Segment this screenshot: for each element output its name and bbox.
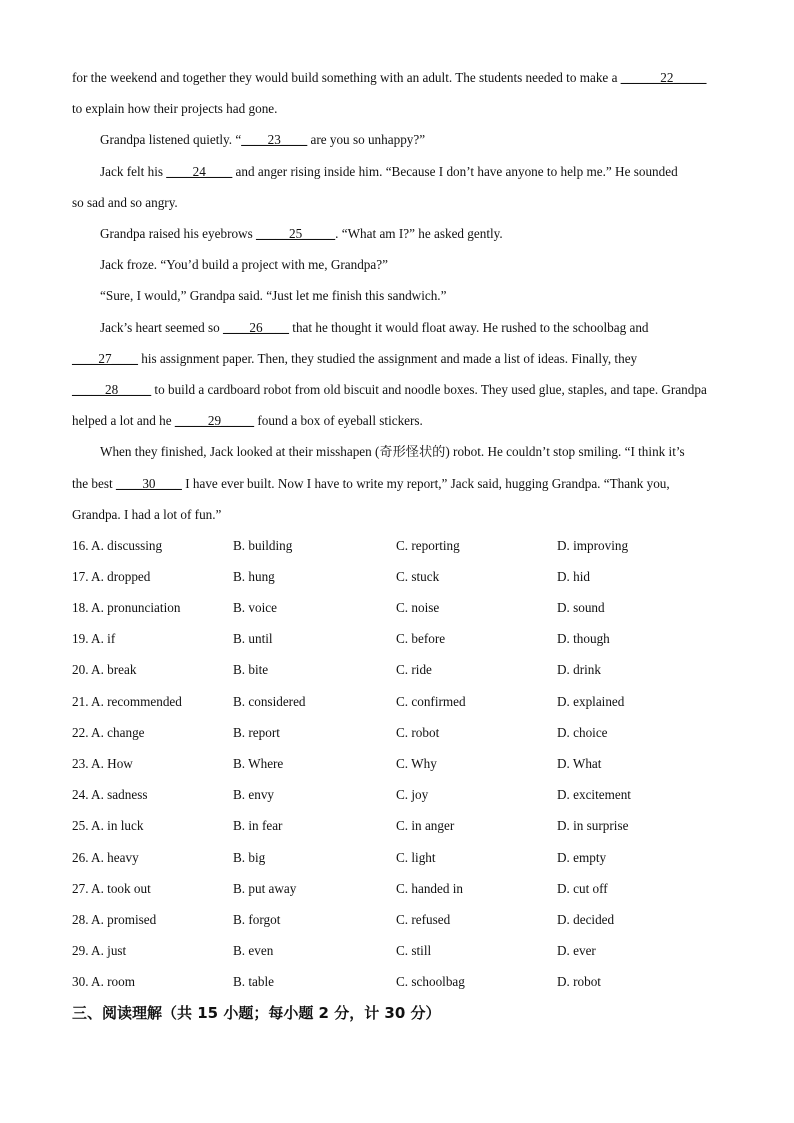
option-c: C. robot: [396, 724, 440, 740]
question-row: [72, 873, 722, 904]
option-a: 27. A. took out: [72, 880, 151, 896]
passage-line: [72, 93, 722, 124]
question-row: [72, 935, 722, 966]
question-row: [72, 530, 722, 561]
option-d: D. choice: [557, 724, 608, 740]
option-c: C. confirmed: [396, 693, 466, 709]
answer-blank: ____27____: [72, 350, 138, 366]
option-d: D. decided: [557, 911, 615, 927]
answer-blank: ____23____: [241, 132, 308, 148]
question-row: [72, 904, 722, 935]
option-c: C. Why: [396, 755, 437, 771]
passage-text: Grandpa. I had a lot of fun.”: [72, 506, 222, 522]
option-d: D. What: [557, 755, 602, 771]
passage-line: [72, 62, 722, 93]
passage-line: [72, 124, 722, 155]
passage-text: found a box of eyeball stickers.: [254, 413, 423, 429]
passage-text: and anger rising inside him. “Because I don’t have anyone to help me.” He sounded: [232, 163, 678, 179]
option-c: C. light: [396, 849, 436, 865]
option-a: 24. A. sadness: [72, 787, 148, 803]
option-d: D. explained: [557, 693, 625, 709]
option-b: B. report: [233, 724, 280, 740]
answer-blank: ____30____: [115, 475, 182, 491]
option-a: 26. A. heavy: [72, 849, 139, 865]
option-b: B. table: [233, 974, 275, 990]
passage-line: [72, 499, 722, 530]
answer-blank: ____26____: [223, 319, 289, 335]
question-row: [72, 686, 722, 717]
option-c: C. noise: [396, 600, 440, 616]
passage-line: [72, 436, 722, 467]
passage-text: the best: [72, 475, 116, 491]
question-row: [72, 655, 722, 686]
cloze-passage: [72, 62, 722, 530]
question-row: [72, 842, 722, 873]
passage-text: his assignment paper. Then, they studied the assignment and made a list of ideas. Finally, they: [137, 350, 638, 366]
passage-text: Jack froze. “You’d build a project with me, Grandpa?”: [100, 257, 388, 273]
option-a: 20. A. break: [72, 662, 137, 678]
question-row: [72, 967, 722, 998]
question-row: [72, 624, 722, 655]
question-row: [72, 780, 722, 811]
answer-blank: _____29_____: [174, 413, 255, 429]
question-row: [72, 592, 722, 623]
option-c: C. reporting: [396, 537, 460, 553]
option-b: B. put away: [233, 880, 297, 896]
option-b: B. forgot: [233, 911, 281, 927]
passage-text: I have ever built. Now I have to write my report,” Jack said, hugging Grandpa. “Thank you,: [181, 475, 670, 491]
passage-line: [72, 187, 722, 218]
passage-text: “Sure, I would,” Grandpa said. “Just let me finish this sandwich.”: [100, 288, 447, 304]
option-c: C. joy: [396, 787, 429, 803]
exam-page: [72, 62, 722, 1026]
options-table: [72, 530, 722, 998]
passage-line: [72, 374, 722, 405]
option-d: D. empty: [557, 849, 607, 865]
option-b: B. voice: [233, 600, 277, 616]
option-c: C. refused: [396, 911, 451, 927]
passage-text: Jack felt his: [100, 163, 167, 179]
option-a: 21. A. recommended: [72, 693, 182, 709]
option-b: B. Where: [233, 755, 284, 771]
option-b: B. in fear: [233, 818, 283, 834]
option-b: B. bite: [233, 662, 269, 678]
option-c: C. still: [396, 943, 432, 959]
answer-blank: _____25_____: [256, 226, 336, 242]
passage-line: [72, 156, 722, 187]
option-c: C. schoolbag: [396, 974, 465, 990]
option-a: 28. A. promised: [72, 911, 157, 927]
option-a: 25. A. in luck: [72, 818, 144, 834]
option-b: B. until: [233, 631, 273, 647]
option-d: D. cut off: [557, 880, 608, 896]
passage-line: [72, 280, 722, 311]
passage-text: for the weekend and together they would build something with an adult. The students needed to make a: [72, 70, 621, 85]
answer-blank: ____24____: [166, 163, 233, 179]
option-a: 22. A. change: [72, 724, 145, 740]
option-b: B. big: [233, 849, 266, 865]
passage-text: to build a cardboard robot from old biscuit and noodle boxes. They used glue, staples, and tape. Grandpa: [151, 382, 707, 398]
option-a: 16. A. discussing: [72, 537, 163, 553]
question-row: [72, 561, 722, 592]
option-b: B. considered: [233, 693, 306, 709]
passage-text: Grandpa raised his eyebrows: [100, 226, 257, 242]
option-c: C. ride: [396, 662, 432, 678]
option-d: D. hid: [557, 568, 590, 584]
passage-line: [72, 405, 722, 436]
option-d: D. though: [557, 631, 610, 647]
option-a: 30. A. room: [72, 974, 136, 990]
option-d: D. excitement: [557, 787, 631, 803]
option-a: 19. A. if: [72, 631, 116, 647]
passage-text: so sad and so angry.: [72, 194, 178, 210]
answer-blank: ______22_____: [620, 70, 707, 85]
option-b: B. hung: [233, 568, 275, 584]
passage-line: [72, 468, 722, 499]
option-c: C. handed in: [396, 880, 464, 896]
passage-text: When they finished, Jack looked at their misshapen (奇形怪状的) robot. He couldn’t stop smiling. “I think it’s: [100, 444, 685, 460]
option-c: C. stuck: [396, 568, 440, 584]
passage-text: to explain how their projects had gone.: [72, 101, 278, 117]
passage-line: [72, 249, 722, 280]
option-b: B. even: [233, 943, 274, 959]
option-c: C. in anger: [396, 818, 455, 834]
passage-text: are you so unhappy?”: [307, 132, 426, 148]
passage-text: helped a lot and he: [72, 413, 175, 429]
option-a: 17. A. dropped: [72, 568, 151, 584]
passage-text: that he thought it would float away. He rushed to the schoolbag and: [288, 319, 649, 335]
option-c: C. before: [396, 631, 446, 647]
option-b: B. building: [233, 537, 293, 553]
passage-line: [72, 312, 722, 343]
option-d: D. in surprise: [557, 818, 629, 834]
passage-line: [72, 218, 722, 249]
passage-text: Grandpa listened quietly. “: [100, 132, 242, 148]
answer-blank: _____28_____: [72, 382, 152, 398]
option-a: 18. A. pronunciation: [72, 600, 181, 616]
question-row: [72, 748, 722, 779]
option-a: 23. A. How: [72, 755, 133, 771]
option-d: D. robot: [557, 974, 601, 990]
passage-text: . “What am I?” he asked gently.: [335, 226, 503, 242]
option-d: D. sound: [557, 600, 605, 616]
section-title: 三、阅读理解（共 15 小题；每小题 2 分，计 30 分）: [72, 1003, 441, 1022]
option-d: D. ever: [557, 943, 596, 959]
question-row: [72, 811, 722, 842]
option-d: D. improving: [557, 537, 629, 553]
question-row: [72, 717, 722, 748]
option-b: B. envy: [233, 787, 275, 803]
passage-line: [72, 343, 722, 374]
option-d: D. drink: [557, 662, 601, 678]
passage-text: Jack’s heart seemed so: [100, 319, 224, 335]
option-a: 29. A. just: [72, 943, 127, 959]
